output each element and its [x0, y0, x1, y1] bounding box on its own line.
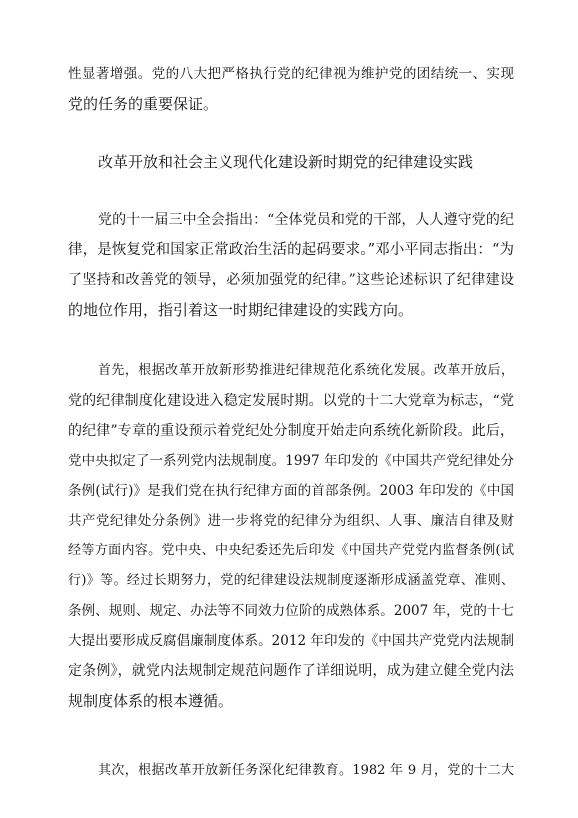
paragraph-line: 大提出要形成反腐倡廉制度体系。2012 年印发的《中国共产党党内法规制 [68, 633, 514, 649]
section-heading: 改革开放和社会主义现代化建设新时期党的纪律建设实践 [98, 153, 474, 171]
paragraph-line: 性显著增强。党的八大把严格执行党的纪律视为维护党的团结统一、实现 [68, 66, 514, 82]
paragraph-line: 规制度体系的根本遵循。 [68, 692, 234, 710]
paragraph-line: 党中央拟定了一系列党内法规制度。1997 年印发的《中国共产党纪律处分 [68, 453, 514, 469]
paragraph-line: 党的纪律制度化建设进入稳定发展时期。以党的十二大党章为标志，“党 [68, 393, 514, 409]
paragraph-line: 了坚持和改善党的领导，必须加强党的纪律。”这些论述标识了纪律建设 [68, 272, 514, 288]
paragraph-line: 行)》等。经过长期努力，党的纪律建设法规制度逐渐形成涵盖党章、准则、 [68, 573, 514, 588]
paragraph-line: 条例(试行)》是我们党在执行纪律方面的首部条例。2003 年印发的《中国 [68, 483, 514, 499]
paragraph-line: 党的任务的重要保证。 [68, 95, 219, 113]
paragraph-line: 的地位作用，指引着这一时期纪律建设的实践方向。 [68, 301, 414, 319]
paragraph-line: 共产党纪律处分条例》进一步将党的纪律分为组织、人事、廉洁自律及财 [68, 513, 514, 529]
paragraph-line: 首先，根据改革开放新形势推进纪律规范化系统化发展。改革开放后， [98, 363, 514, 378]
paragraph-line: 经等方面内容。党中央、中央纪委还先后印发《中国共产党党内监督条例(试 [68, 543, 514, 558]
paragraph-line: 的纪律”专章的重设预示着党纪处分制度开始走向系统化新阶段。此后， [68, 423, 514, 439]
paragraph-line: 党的十一届三中全会指出：“全体党员和党的干部，人人遵守党的纪 [98, 212, 514, 228]
paragraph-line: 条例、规则、规定、办法等不同效力位阶的成熟体系。2007 年，党的十七 [68, 603, 514, 619]
paragraph-line: 律，是恢复党和国家正常政治生活的起码要求。”邓小平同志指出：“为 [68, 242, 514, 258]
paragraph-line: 定条例》，就党内法规制定规范问题作了详细说明，成为建立健全党内法 [68, 663, 514, 679]
paragraph-line: 其次，根据改革开放新任务深化纪律教育。1982 年 9 月，党的十二大 [98, 763, 514, 778]
